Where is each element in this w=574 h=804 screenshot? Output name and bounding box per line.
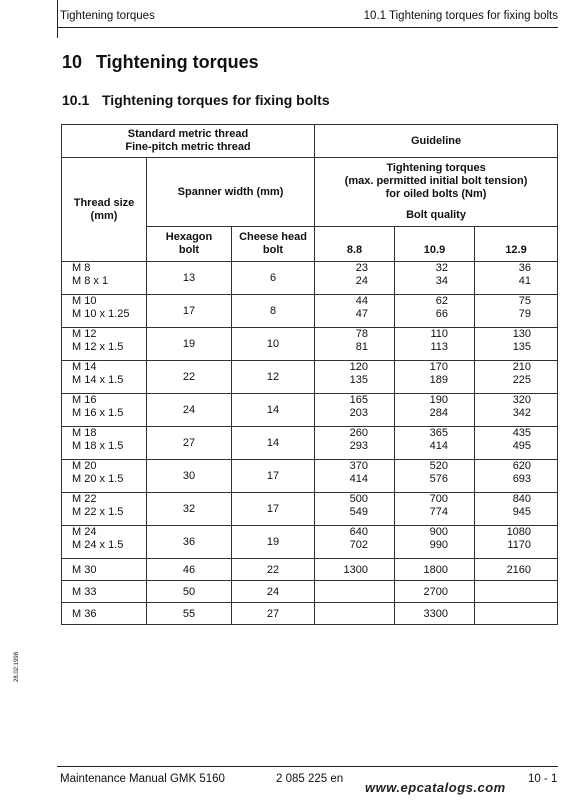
chapter-title [62, 52, 259, 73]
table-row [62, 603, 558, 625]
tt-line-2: (max. permitted initial bolt tension) [344, 175, 528, 187]
section-title [62, 92, 330, 108]
header-right: 10.1 Tightening torques for fixing bolts [363, 10, 558, 22]
spanner-width-header: Spanner width (mm) [147, 158, 315, 227]
side-date: 28.02.1998 [14, 651, 20, 682]
cheese-head-cell: 14 [232, 394, 315, 427]
tt-line-1: Tightening torques [386, 162, 486, 174]
section-number: 10.1 [62, 92, 90, 108]
quality-12-9-header: 12.9 [475, 227, 558, 262]
table-row [62, 328, 558, 361]
torque-value: 66 [435, 308, 449, 320]
torque-value: 370 [349, 460, 369, 472]
footer-left: Maintenance Manual GMK 5160 [60, 773, 225, 785]
chapter-title-text: Tightening torques [96, 52, 259, 72]
thread-size-cell: M 36 [62, 603, 147, 625]
hexagon-bolt-cell: 19 [147, 328, 232, 361]
thread-size-cell [62, 295, 147, 328]
thread-standard: M 24 [72, 526, 97, 538]
cheese-head-cell: 10 [232, 328, 315, 361]
torque-value: 190 [429, 394, 449, 406]
hexagon-bolt-cell: 30 [147, 460, 232, 493]
torque-value: 990 [429, 539, 449, 551]
torque-table [61, 124, 558, 625]
hexagon-bolt-cell: 22 [147, 361, 232, 394]
torque-value: 495 [512, 440, 532, 452]
thread-fine: M 14 x 1.5 [72, 374, 124, 386]
thread-fine: M 22 x 1.5 [72, 506, 124, 518]
table-row [62, 493, 558, 526]
thread-size-cell [62, 526, 147, 559]
std-line-1: Standard metric thread [127, 128, 249, 140]
torque-12-9-cell [475, 526, 558, 559]
two-line-rows [62, 262, 558, 559]
torque-value: 203 [349, 407, 369, 419]
torque-value: 414 [429, 440, 449, 452]
torque-10-9-cell [395, 394, 475, 427]
bolt-quality-label: Bolt quality [406, 209, 466, 221]
cheese-head-cell: 14 [232, 427, 315, 460]
torque-8-8-cell [315, 427, 395, 460]
torque-value: 32 [435, 262, 449, 274]
cheese-head-cell: 6 [232, 262, 315, 295]
thread-fine: M 18 x 1.5 [72, 440, 124, 452]
hexagon-bolt-cell: 46 [147, 559, 232, 581]
thread-size-label: Thread size [73, 196, 135, 209]
hexagon-bolt-cell: 17 [147, 295, 232, 328]
table-row [62, 526, 558, 559]
thread-standard: M 22 [72, 493, 97, 505]
torque-value: 135 [512, 341, 532, 353]
torque-10-9-cell [395, 460, 475, 493]
torque-12-9-cell [475, 581, 558, 603]
torque-12-9-cell [475, 262, 558, 295]
torque-value: 702 [349, 539, 369, 551]
torque-value: 130 [512, 328, 532, 340]
thread-fine: M 8 x 1 [72, 275, 109, 287]
torque-12-9-cell [475, 361, 558, 394]
thread-standard: M 18 [72, 427, 97, 439]
hex-line-1: Hexagon [165, 231, 213, 243]
torque-value: 36 [518, 262, 532, 274]
torque-10-9-cell [395, 295, 475, 328]
thread-standard: M 20 [72, 460, 97, 472]
torque-value: 210 [512, 361, 532, 373]
header-left: Tightening torques [60, 10, 155, 22]
torque-value: 774 [429, 506, 449, 518]
torque-value: 284 [429, 407, 449, 419]
torque-value: 165 [349, 394, 369, 406]
torque-10-9-cell: 1800 [395, 559, 475, 581]
single-line-rows [62, 559, 558, 625]
thread-fine: M 20 x 1.5 [72, 473, 124, 485]
torque-8-8-cell [315, 581, 395, 603]
section-title-text: Tightening torques for fixing bolts [102, 92, 330, 108]
thread-standard: M 10 [72, 295, 97, 307]
cheese-head-cell: 27 [232, 603, 315, 625]
hexagon-bolt-cell: 32 [147, 493, 232, 526]
hexagon-bolt-header [147, 227, 232, 262]
torque-value: 135 [349, 374, 369, 386]
torque-value: 576 [429, 473, 449, 485]
thread-standard: M 16 [72, 394, 97, 406]
footer-center: 2 085 225 en [276, 773, 344, 785]
torque-12-9-cell [475, 460, 558, 493]
standard-thread-header [62, 125, 315, 158]
hexagon-bolt-cell: 50 [147, 581, 232, 603]
thread-standard: M 14 [72, 361, 97, 373]
thread-size-cell [62, 361, 147, 394]
thread-size-cell [62, 262, 147, 295]
cheese-line-2: bolt [262, 244, 284, 256]
hexagon-bolt-cell: 27 [147, 427, 232, 460]
hexagon-bolt-cell: 36 [147, 526, 232, 559]
torque-8-8-cell [315, 460, 395, 493]
cheese-head-bolt-header [232, 227, 315, 262]
torque-value: 500 [349, 493, 369, 505]
torque-value: 640 [349, 526, 369, 538]
torque-12-9-cell: 2160 [475, 559, 558, 581]
torque-value: 110 [430, 328, 449, 340]
torque-10-9-cell: 2700 [395, 581, 475, 603]
footer-rule [57, 766, 558, 767]
tightening-torques-header [315, 158, 558, 227]
torque-8-8-cell [315, 295, 395, 328]
table-row [62, 295, 558, 328]
torque-10-9-cell [395, 493, 475, 526]
table-row [62, 394, 558, 427]
cheese-head-cell: 17 [232, 493, 315, 526]
thread-size-cell [62, 460, 147, 493]
torque-value: 435 [512, 427, 532, 439]
torque-value: 260 [349, 427, 369, 439]
thread-size-cell [62, 493, 147, 526]
torque-8-8-cell [315, 361, 395, 394]
thread-size-unit: (mm) [90, 209, 118, 222]
hex-line-2: bolt [178, 244, 200, 256]
torque-value: 189 [429, 374, 449, 386]
torque-value: 1170 [507, 539, 532, 551]
cheese-head-cell: 12 [232, 361, 315, 394]
torque-value: 549 [349, 506, 369, 518]
cheese-head-cell: 19 [232, 526, 315, 559]
header-row-2 [62, 158, 558, 227]
thread-size-cell [62, 394, 147, 427]
torque-value: 293 [349, 440, 369, 452]
torque-value: 840 [512, 493, 532, 505]
torque-12-9-cell [475, 295, 558, 328]
thread-fine: M 10 x 1.25 [72, 308, 130, 320]
watermark: www.epcatalogs.com [365, 780, 506, 795]
hexagon-bolt-cell: 55 [147, 603, 232, 625]
thread-size-cell [62, 427, 147, 460]
std-line-2: Fine-pitch metric thread [125, 141, 251, 153]
table-row [62, 361, 558, 394]
cheese-head-cell: 24 [232, 581, 315, 603]
thread-size-cell [62, 328, 147, 361]
table-row [62, 581, 558, 603]
thread-standard: M 8 [72, 262, 91, 274]
torque-value: 34 [435, 275, 449, 287]
torque-8-8-cell [315, 603, 395, 625]
header-row-1 [62, 125, 558, 158]
torque-12-9-cell [475, 328, 558, 361]
torque-value: 75 [518, 295, 532, 307]
torque-12-9-cell [475, 493, 558, 526]
torque-value: 700 [429, 493, 449, 505]
torque-value: 62 [435, 295, 449, 307]
tt-line-3: for oiled bolts (Nm) [385, 188, 487, 200]
torque-10-9-cell: 3300 [395, 603, 475, 625]
guideline-header: Guideline [315, 125, 558, 158]
torque-8-8-cell [315, 262, 395, 295]
torque-10-9-cell [395, 262, 475, 295]
torque-10-9-cell [395, 427, 475, 460]
torque-12-9-cell [475, 427, 558, 460]
thread-fine: M 16 x 1.5 [72, 407, 124, 419]
torque-value: 47 [355, 308, 369, 320]
thread-fine: M 12 x 1.5 [72, 341, 124, 353]
torque-value: 414 [349, 473, 369, 485]
torque-value: 365 [429, 427, 449, 439]
thread-size-header [62, 158, 147, 262]
torque-value: 79 [518, 308, 532, 320]
torque-value: 24 [355, 275, 369, 287]
torque-value: 113 [430, 341, 449, 353]
table-row [62, 262, 558, 295]
torque-value: 320 [512, 394, 532, 406]
cheese-head-cell: 8 [232, 295, 315, 328]
footer-right: 10 - 1 [528, 773, 558, 785]
torque-value: 44 [355, 295, 369, 307]
torque-value: 945 [512, 506, 532, 518]
torque-value: 520 [429, 460, 449, 472]
torque-8-8-cell [315, 394, 395, 427]
torque-value: 1080 [506, 526, 532, 538]
torque-value: 620 [512, 460, 532, 472]
torque-value: 78 [355, 328, 369, 340]
table-row [62, 460, 558, 493]
thread-size-cell: M 30 [62, 559, 147, 581]
torque-value: 120 [349, 361, 369, 373]
torque-8-8-cell [315, 328, 395, 361]
torque-value: 342 [512, 407, 532, 419]
torque-10-9-cell [395, 361, 475, 394]
hexagon-bolt-cell: 24 [147, 394, 232, 427]
torque-12-9-cell [475, 603, 558, 625]
top-vertical-rule [57, 0, 58, 38]
hexagon-bolt-cell: 13 [147, 262, 232, 295]
cheese-head-cell: 22 [232, 559, 315, 581]
torque-12-9-cell [475, 394, 558, 427]
torque-value: 23 [355, 262, 369, 274]
torque-8-8-cell [315, 526, 395, 559]
torque-value: 900 [429, 526, 449, 538]
quality-8-8-header: 8.8 [315, 227, 395, 262]
table-row [62, 559, 558, 581]
thread-standard: M 12 [72, 328, 97, 340]
torque-10-9-cell [395, 526, 475, 559]
table-row [62, 427, 558, 460]
torque-value: 81 [355, 341, 369, 353]
thread-fine: M 24 x 1.5 [72, 539, 124, 551]
chapter-number: 10 [62, 52, 83, 72]
torque-value: 170 [429, 361, 449, 373]
torque-value: 693 [512, 473, 532, 485]
torque-value: 41 [518, 275, 532, 287]
cheese-head-cell: 17 [232, 460, 315, 493]
quality-10-9-header: 10.9 [395, 227, 475, 262]
thread-size-cell: M 33 [62, 581, 147, 603]
torque-value: 225 [512, 374, 532, 386]
torque-8-8-cell: 1300 [315, 559, 395, 581]
torque-10-9-cell [395, 328, 475, 361]
torque-8-8-cell [315, 493, 395, 526]
cheese-line-1: Cheese head [239, 231, 307, 243]
header-rule [57, 27, 558, 28]
